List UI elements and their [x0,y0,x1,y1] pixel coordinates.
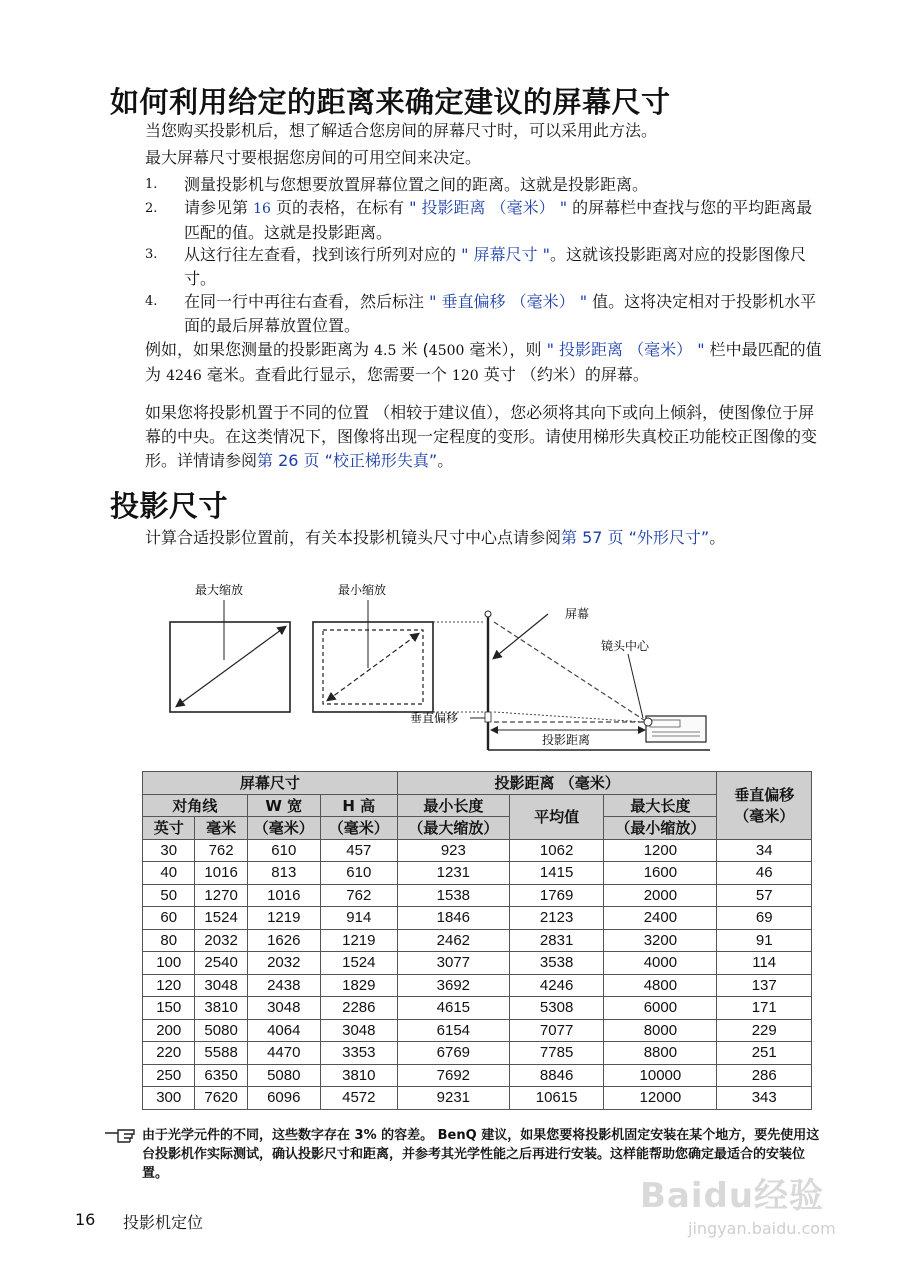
keystone-link[interactable]: 第 26 页 “校正梯形失真” [257,451,438,470]
table-cell: 80 [143,929,195,952]
table-row [143,1019,812,1042]
projection-size-table [142,771,812,1110]
table-cell: 2032 [195,929,247,952]
table-cell: 343 [717,1087,812,1110]
table-row [143,997,812,1020]
table-cell: 5588 [195,1042,247,1065]
table-cell: 1626 [247,929,320,952]
table-cell: 3353 [320,1042,397,1065]
table-cell: 1415 [509,862,604,885]
table-cell: 1219 [320,929,397,952]
table-cell: 250 [143,1064,195,1087]
header-height: H 高 [320,794,397,817]
table-cell: 6000 [604,997,717,1020]
column-reference: " 投影距离 （毫米） " [409,198,568,217]
table-cell: 120 [143,974,195,997]
table-cell: 1846 [397,907,509,930]
min-zoom-label: 最小缩放 [338,583,387,597]
header-min-zoom: （最小缩放） [604,817,717,840]
footer-chapter-title: 投影机定位 [123,1213,204,1232]
table-cell: 2831 [509,929,604,952]
table-cell: 46 [717,862,812,885]
table-cell: 2462 [397,929,509,952]
table-cell: 3692 [397,974,509,997]
table-cell: 914 [320,907,397,930]
header-height-unit: （毫米） [320,817,397,840]
table-cell: 3810 [320,1064,397,1087]
table-cell: 57 [717,884,812,907]
table-cell: 5080 [247,1064,320,1087]
step-text: 在同一行中再往右查看，然后标注 " 垂直偏移 （毫米） " 值。这将决定相对于投影机水平面的最后屏幕放置位置。 [184,292,817,335]
table-cell: 40 [143,862,195,885]
table-cell: 171 [717,997,812,1020]
table-cell: 3048 [247,997,320,1020]
max-zoom-diagonal-arrow [177,627,285,706]
table-cell: 2438 [247,974,320,997]
header-max-length: 最大长度 [604,794,717,817]
table-cell: 50 [143,884,195,907]
intro-paragraph-1: 当您购买投影机后，想了解适合您房间的屏幕尺寸时，可以采用此方法。 [145,121,658,140]
projection-distance-label: 投影距离 [542,733,591,747]
header-vertical-offset: 垂直偏移 （毫米） [717,772,812,840]
table-row [143,862,812,885]
step-text: 从这行往左查看，找到该行所列对应的 " 屏幕尺寸 "。这就该投影距离对应的投影图像尺寸。 [184,245,807,288]
table-cell: 91 [717,929,812,952]
table-cell: 3048 [195,974,247,997]
table-cell: 7077 [509,1019,604,1042]
header-width: W 宽 [247,794,320,817]
table-cell: 286 [717,1064,812,1087]
page-number: 16 [75,1210,96,1229]
table-cell: 8000 [604,1019,717,1042]
table-cell: 9231 [397,1087,509,1110]
table-cell: 10615 [509,1087,604,1110]
table-row [143,1042,812,1065]
tolerance-note: 由于光学元件的不同，这些数字存在 3% 的容差。 BenQ 建议，如果您要将投影机固定安装在某个地方，要先使用这台投影机作实际测试，确认投影尺寸和距离，并参考其光学性能之后再进行安装。这样能帮助您确定最适合的安装位置。 [142,1128,820,1181]
table-cell: 4064 [247,1019,320,1042]
section-title-projection-dimensions: 投影尺寸 [110,489,229,523]
column-reference: " 屏幕尺寸 " [461,245,550,264]
table-cell: 1524 [320,952,397,975]
table-cell: 610 [247,839,320,862]
header-inch: 英寸 [143,817,195,840]
table-cell: 2000 [604,884,717,907]
table-cell: 4572 [320,1087,397,1110]
min-zoom-diagonal-arrow [328,634,418,700]
table-cell: 4615 [397,997,509,1020]
header-width-unit: （毫米） [247,817,320,840]
table-cell: 5308 [509,997,604,1020]
pointing-hand-icon [104,1127,138,1145]
table-row [143,952,812,975]
table-cell: 6154 [397,1019,509,1042]
section-title-screen-size: 如何利用给定的距离来确定建议的屏幕尺寸 [110,85,671,119]
table-cell: 7692 [397,1064,509,1087]
table-cell: 2123 [509,907,604,930]
table-cell: 10000 [604,1064,717,1087]
table-cell: 3048 [320,1019,397,1042]
screen-label: 屏幕 [565,607,590,621]
table-cell: 2032 [247,952,320,975]
table-cell: 150 [143,997,195,1020]
page-reference: 16 [253,201,271,217]
table-row [143,884,812,907]
table-cell: 1829 [320,974,397,997]
header-max-zoom: （最大缩放） [397,817,509,840]
table-row [143,929,812,952]
table-cell: 114 [717,952,812,975]
table-cell: 1219 [247,907,320,930]
table-cell: 6096 [247,1087,320,1110]
table-cell: 6769 [397,1042,509,1065]
table-cell: 200 [143,1019,195,1042]
table-cell: 12000 [604,1087,717,1110]
column-reference: " 垂直偏移 （毫米） " [429,292,588,311]
table-cell: 3538 [509,952,604,975]
projector-icon [644,716,706,742]
dimensions-link[interactable]: 第 57 页 “外形尺寸” [561,528,710,547]
intro-paragraph-2: 最大屏幕尺寸要根据您房间的可用空间来决定。 [145,148,482,167]
table-row [143,1064,812,1087]
table-cell: 1538 [397,884,509,907]
header-screen-size: 屏幕尺寸 [143,772,398,795]
baidu-watermark-url: jingyan.baidu.com [688,1219,836,1238]
header-min-length: 最小长度 [397,794,509,817]
table-cell: 4800 [604,974,717,997]
step-text: 请参见第 16 页的表格，在标有 " 投影距离 （毫米） " 的屏幕栏中查找与您的平均距离最匹配的值。这就是投影距离。 [184,198,813,242]
table-cell: 7620 [195,1087,247,1110]
step-number: 1. [145,177,158,192]
table-cell: 2400 [604,907,717,930]
table-cell: 4246 [509,974,604,997]
table-cell: 251 [717,1042,812,1065]
table-cell: 762 [195,839,247,862]
table-cell: 220 [143,1042,195,1065]
table-cell: 1016 [195,862,247,885]
table-cell: 1062 [509,839,604,862]
table-cell: 1769 [509,884,604,907]
table-cell: 2286 [320,997,397,1020]
table-cell: 69 [717,907,812,930]
table-cell: 137 [717,974,812,997]
table-cell: 1524 [195,907,247,930]
table-cell: 762 [320,884,397,907]
table-cell: 34 [717,839,812,862]
table-cell: 8800 [604,1042,717,1065]
table-cell: 300 [143,1087,195,1110]
dimensions-intro: 计算合适投影位置前，有关本投影机镜头尺寸中心点请参阅第 57 页 “外形尺寸”。 [145,528,726,547]
table-row [143,839,812,862]
table-cell: 4470 [247,1042,320,1065]
table-cell: 923 [397,839,509,862]
table-cell: 60 [143,907,195,930]
table-cell: 1016 [247,884,320,907]
table-cell: 5080 [195,1019,247,1042]
vertical-offset-label: 垂直偏移 [410,711,459,725]
table-cell: 3810 [195,997,247,1020]
max-zoom-label: 最大缩放 [195,583,244,597]
table-cell: 813 [247,862,320,885]
table-row [143,974,812,997]
table-cell: 457 [320,839,397,862]
table-row [143,907,812,930]
table-cell: 8846 [509,1064,604,1087]
table-cell: 610 [320,862,397,885]
header-average: 平均值 [509,794,604,839]
column-reference: " 投影距离 （毫米） " [546,340,705,359]
table-cell: 2540 [195,952,247,975]
table-row [143,1087,812,1110]
baidu-watermark: Baidu经验 [640,1176,825,1216]
projection-diagram [0,570,903,770]
step-number: 3. [145,247,158,262]
table-cell: 3077 [397,952,509,975]
table-cell: 229 [717,1019,812,1042]
table-cell: 4000 [604,952,717,975]
table-cell: 3200 [604,929,717,952]
offset-paragraph: 如果您将投影机置于不同的位置 （相较于建议值），您必须将其向下或向上倾斜，使图像位于屏幕的中央。在这类情况下，图像将出现一定程度的变形。请使用梯形失真校正功能校正图像的变形。详情请参阅第 26 页 “校正梯形失真”。 [145,403,818,470]
table-cell: 1600 [604,862,717,885]
table-cell: 1231 [397,862,509,885]
table-cell: 1270 [195,884,247,907]
example-paragraph: 例如，如果您测量的投影距离为 4.5 米 (4500 毫米），则 " 投影距离 （毫米） " 栏中最匹配的值为 4246 毫米。查看此行显示，您需要一个 120 英寸 （约米）的屏幕。 [145,340,822,384]
step-number: 2. [145,201,158,216]
header-diagonal: 对角线 [143,794,248,817]
header-projection-distance: 投影距离 （毫米） [397,772,717,795]
table-cell: 7785 [509,1042,604,1065]
header-mm: 毫米 [195,817,247,840]
table-cell: 100 [143,952,195,975]
step-text: 测量投影机与您想要放置屏幕位置之间的距离。这就是投影距离。 [184,175,649,194]
table-cell: 30 [143,839,195,862]
step-number: 4. [145,294,158,309]
lens-center-label: 镜头中心 [601,639,650,653]
table-cell: 6350 [195,1064,247,1087]
table-cell: 1200 [604,839,717,862]
